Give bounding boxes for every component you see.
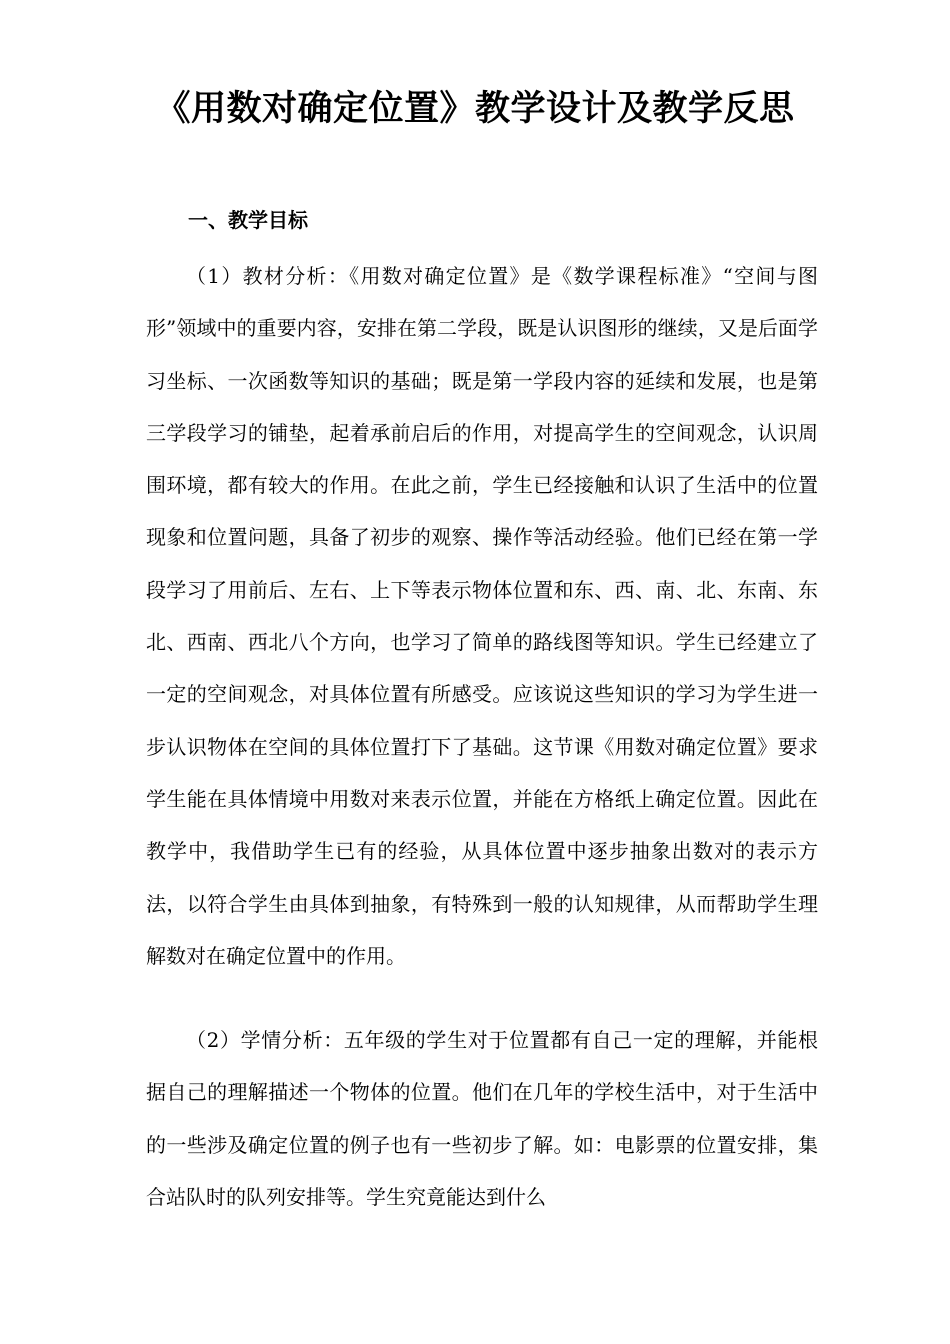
paragraph-textbook-analysis: （1）教材分析：《用数对确定位置》是《数学课程标准》“空间与图形”领域中的重要内容，安排在第二学段，既是认识图形的继续，又是后面学习坐标、一次函数等知识的基础；既是第一学段内容的延续和发展，也是第三学段学习的铺垫，起着承前启后的作用，对提高学生的空间观念，认识周围环境，都有较大的作用。在此之前，学生已经接触和认识了生活中的位置现象和位置问题，具备了初步的观察、操作等活动经验。他们已经在第一学段学习了用前后、左右、上下等表示物体位置和东、西、南、北、东南、东北、西南、西北八个方向，也学习了简单的路线图等知识。学生已经建立了一定的空间观念，对具体位置有所感受。应该说这些知识的学习为学生进一步认识物体在空间的具体位置打下了基础。这节课《用数对确定位置》要求学生能在具体情境中用数对来表示位置，并能在方格纸上确定位置。因此在教学中，我借助学生已有的经验，从具体位置中逐步抽象出数对的表示方法，以符合学生由具体到抽象，有特殊到一般的认知规律，从而帮助学生理解数对在确定位置中的作用。 [146, 264, 818, 968]
document-title: 《用数对确定位置》教学设计及教学反思 [155, 88, 795, 129]
section-heading-teaching-goals: 一、教学目标 [188, 208, 308, 232]
paragraph-student-analysis: （2）学情分析：五年级的学生对于位置都有自己一定的理解，并能根据自己的理解描述一个物体的位置。他们在几年的学校生活中，对于生活中的一些涉及确定位置的例子也有一些初步了解。如：电影票的位置安排，集合站队时的队列安排等。学生究竟能达到什么 [146, 1028, 818, 1209]
